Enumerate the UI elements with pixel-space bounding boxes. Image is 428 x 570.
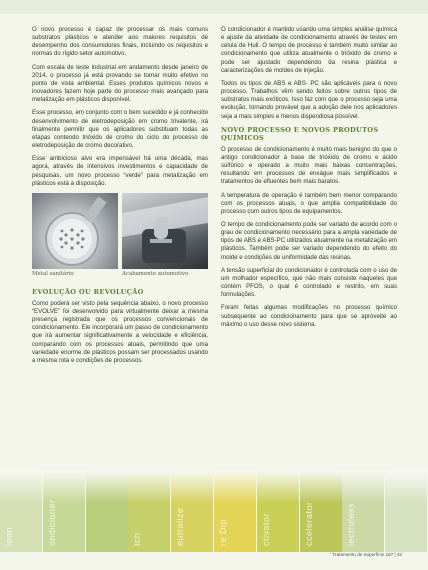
process-step-label: tch [132, 532, 143, 546]
page-footer [333, 552, 402, 557]
process-step-swatch [0, 470, 42, 552]
shower-head-photo [32, 193, 118, 269]
footer-text: Tratamento de Superfície 187 | 33 [332, 552, 402, 557]
top-band [0, 0, 428, 14]
process-step-swatch [257, 470, 299, 552]
process-step-swatch [385, 470, 427, 552]
paragraph: Todos os tipos de ABS e ABS- PC são aplicáveis para o novo processo. Trabalhos vêm sendo feitos sobre outros tipos de substratos mais exóticos. Isso faz com que o processo seja uma evolução, tornando provável que a adoção dele nos aplicadores seja a mais simples e menos dispendiosa possível. [221, 79, 397, 120]
right-column [221, 26, 397, 334]
photo-row [32, 193, 208, 269]
section-heading: EVOLUÇÃO OU REVOLUÇÃO [32, 287, 144, 296]
paragraph: Como poderá ser visto pela sequência abaixo, o novo processo “EVOLVE” foi desenvolvido para virtualmente deixar a mesma presença registrada que os processos convencionais de condicionamento. Ele incorporará um passo de condicionamento que irá aumentar significativamente a velocidade e eficiência, comparando com os processos atuais, permitindo que uma variedade enorme de plásticos possam ser processados usando a mesma rota e condições de processos. [32, 299, 208, 364]
process-step-label: lectroless [346, 502, 357, 546]
process-step-label: lean [4, 526, 14, 546]
paragraph: A tensão superficial do condicionador é controlada com o uso de um molhador específico, que não mais consiste naqueles que contém PFOS, o qual é controlado e restrito, em suas formulações. [221, 266, 397, 299]
process-steps-bar [0, 470, 428, 552]
paragraph: Com escala de teste industrial em andamento desde janeiro de 2014, o processo já está provando se tornar muito efetivo no ponto de vista ambiental. Esses produtos químicos novos e inovadores fazem hoje parte do processo mais avançado para metalização em plásticos disponível. [32, 63, 208, 104]
paragraph: Esse ambicioso alvo era impensável há uma década, mas agora, através de intensivos investimentos e capacidade de pesquisas, um novo processo “verde” para metalização em plásticos está à disposição. [32, 155, 208, 187]
process-step-label: ccelerator [303, 501, 314, 546]
process-step-swatch [86, 470, 128, 552]
process-step-swatch [128, 470, 170, 552]
left-column [32, 26, 208, 370]
process-step-swatch [300, 470, 342, 552]
process-step-swatch [214, 470, 256, 552]
automotive-trim-photo [122, 193, 208, 269]
paragraph: O tempo de condicionamento pode ser variado de acordo com o grau de condicionamento necessário para a ampla variedade de tipos de ABS e ABS-PC utilizados atualmente na metalização em plásticos. Também pode ser variado dependendo do efeito do molde e condições de uniformidade das resinas. [221, 220, 397, 261]
process-step-swatch [171, 470, 213, 552]
paragraph: Foram feitas algumas modificações no processo químico subsequente ao condicionamento para que se aproveite ao máximo o uso desse novo sistema. [221, 304, 397, 328]
process-step-label: ondicioner [46, 499, 57, 546]
process-step-label: ctivator [260, 512, 271, 546]
paragraph: O processo de condicionamento é muito mais benigno do que o antigo condicionador à base de trióxido de cromo e ácido sulfúrico e operado a muito mais baixas concentrações, resultando em processos de enxágue mais simplificados e tratamentos de efluentes bem mais baratos. [221, 145, 397, 186]
process-step-label: eutralize [175, 507, 186, 546]
caption-sanitary-metal: Metal sanitário [32, 270, 74, 277]
photo-captions [32, 271, 208, 283]
paragraph: A temperatura de operação é também bem menor comparando com os processos atuais, o que amplia compatibilidade do processo com outros tipos de equipamentos. [221, 191, 397, 215]
paragraph: Esse processo, em conjunto com o bem sucedido e já conhecido desenvolvimento de eletrodeposição em cromo trivalente, irá finalmente permitir que os aplicadores substituam todas as etapas contendo trióxido de cromo do ciclo do processo de eletrodeposição de cromo decorativo. [32, 109, 208, 150]
paragraph: O novo processo é capaz de processar os mais comuns substratos plásticos e atender aos maiores requisitos de desempenho dos consumidores finais, incluindo os requisitos e normas do rígido setor automotivo. [32, 26, 208, 58]
process-step-swatch [43, 470, 85, 552]
process-step-label: re Dip [218, 518, 228, 546]
caption-automotive-finish: Acabamento automotivo [122, 270, 189, 277]
process-step-swatch [342, 470, 384, 552]
paragraph: O condicionador é mantido usando uma simples análise química e ajuste da atividade de condicionamento através de testes em célula de Hull. O tempo de processo é também muito similar ao condicionamento que utiliza atualmente o trióxido de cromo e pode ser ajustado dependendo da resina plástica e caracterizações de moldes de injeção. [221, 26, 397, 74]
section-heading: NOVO PROCESSO E NOVOS PRODUTOS QUÍMICOS [221, 125, 379, 142]
